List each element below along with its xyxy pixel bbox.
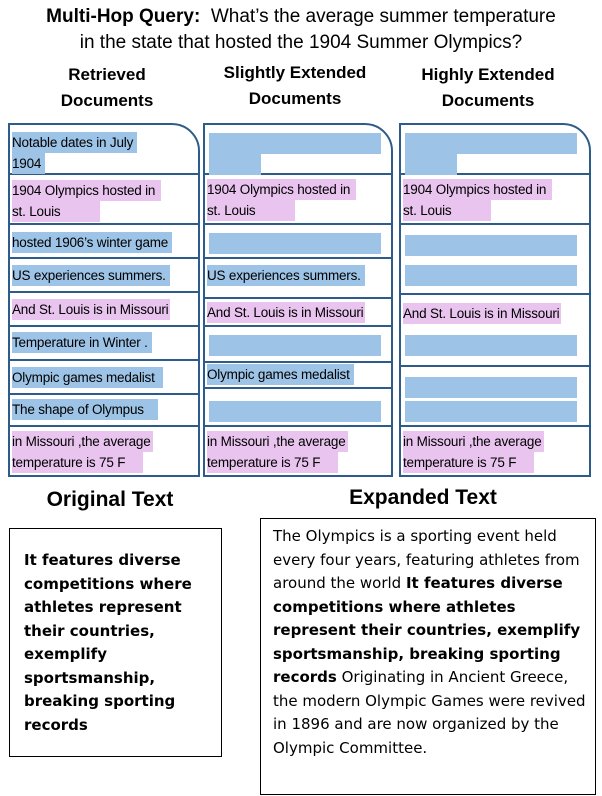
doc-line: st. Louis — [12, 201, 100, 222]
header-slightly-line1: Slightly Extended — [223, 63, 367, 82]
irrelevant-bar — [405, 133, 577, 154]
retrieved-doc-9 — [10, 427, 198, 477]
irrelevant-bar — [209, 401, 381, 422]
retrieved-doc-7 — [10, 361, 198, 395]
doc-line: 1904 Olympics hosted in — [403, 179, 552, 200]
retrieved-doc-6 — [10, 327, 198, 361]
doc-line: 1904 Olympics hosted in — [12, 180, 161, 201]
retrieved-doc-5 — [10, 293, 198, 327]
retrieved-doc-3 — [10, 225, 198, 259]
highly-doc-5 — [401, 367, 589, 427]
expanded-text-prefix: The Olympics is a sporting event held every four years, featuring athletes from around the world — [273, 527, 580, 592]
irrelevant-bar — [405, 377, 577, 398]
doc-line: Temperature in Winter . — [12, 332, 152, 353]
irrelevant-bar — [209, 133, 381, 154]
header-highly-extended — [388, 62, 588, 114]
query-text-line2: in the state that hosted the 1904 Summer Olympics? — [79, 32, 523, 53]
irrelevant-bar — [405, 335, 577, 356]
retrieved-documents-column — [8, 123, 200, 477]
doc-line: Notable dates in July — [12, 132, 137, 153]
retrieved-doc-8 — [10, 395, 198, 427]
expanded-text-box — [260, 518, 596, 795]
retrieved-doc-4 — [10, 259, 198, 293]
doc-line: temperature is 75 F — [403, 452, 534, 473]
expanded-text-suffix: Originating in Ancient Greece, the modern Olympic Games were revived in 1896 and are now organized by the Olympic Committee. — [273, 668, 586, 757]
highly-doc-3 — [401, 225, 589, 295]
slightly-doc-3 — [205, 225, 391, 259]
doc-line: 1904 — [12, 153, 45, 174]
doc-line: Olympic games medalist — [207, 364, 354, 385]
original-text-box — [9, 528, 222, 757]
doc-line: US experiences summers. — [12, 265, 170, 286]
doc-line: The shape of Olympus — [12, 399, 158, 420]
slightly-doc-2 — [205, 175, 391, 225]
expanded-text-title: Expanded Text — [349, 486, 497, 509]
query-label: Multi-Hop Query: — [46, 6, 201, 27]
slightly-doc-4 — [205, 259, 391, 299]
header-highly-line2: Documents — [441, 91, 535, 110]
doc-line: temperature is 75 F — [12, 452, 143, 473]
header-retrieved-line1: Retrieved — [68, 65, 146, 84]
irrelevant-bar — [405, 154, 457, 175]
doc-line: temperature is 75 F — [207, 452, 338, 473]
doc-line: in Missouri ,the average — [403, 431, 544, 452]
highly-doc-4 — [401, 295, 589, 367]
highly-doc-2 — [401, 175, 589, 225]
doc-line: US experiences summers. — [207, 265, 365, 286]
expanded-text-original-bold: It features diverse competitions where athletes represent their countries, exemplify sportsmanship, breaking sporting records — [273, 574, 581, 686]
slightly-extended-column — [203, 123, 393, 477]
doc-line: And St. Louis is in Missouri — [12, 299, 170, 320]
doc-line: in Missouri ,the average — [207, 431, 348, 452]
header-retrieved-documents — [12, 62, 202, 114]
doc-line: st. Louis — [403, 200, 491, 221]
original-text: It features diverse competitions where athletes represent their countries, exemplify sportsmanship, breaking sporting records — [24, 551, 192, 734]
header-retrieved-line2: Documents — [60, 91, 154, 110]
highly-extended-column — [399, 123, 591, 477]
slightly-doc-8 — [205, 389, 391, 427]
irrelevant-bar — [405, 401, 577, 422]
slightly-doc-6 — [205, 327, 391, 363]
irrelevant-bar — [405, 235, 577, 256]
irrelevant-bar — [209, 233, 381, 254]
retrieved-doc-2 — [10, 175, 198, 225]
doc-line: st. Louis — [207, 200, 295, 221]
multi-hop-query — [0, 4, 602, 56]
irrelevant-bar — [209, 335, 381, 356]
slightly-doc-5 — [205, 299, 391, 327]
doc-line: And St. Louis is in Missouri — [403, 303, 561, 324]
irrelevant-bar — [405, 265, 577, 286]
highly-doc-1 — [401, 125, 589, 175]
query-text-line1: What’s the average summer temperature — [210, 6, 556, 27]
expanded-text — [273, 525, 591, 760]
slightly-doc-9 — [205, 427, 391, 477]
doc-line: hosted 1906’s winter game — [12, 232, 172, 253]
doc-line: 1904 Olympics hosted in — [207, 179, 356, 200]
slightly-doc-7 — [205, 363, 391, 389]
irrelevant-bar — [209, 154, 261, 175]
doc-line: And St. Louis is in Missouri — [207, 302, 365, 323]
doc-line: in Missouri ,the average — [12, 431, 153, 452]
retrieved-doc-1 — [10, 125, 198, 175]
header-slightly-line2: Documents — [248, 89, 342, 108]
header-slightly-extended — [198, 60, 392, 112]
highly-doc-6 — [401, 427, 589, 477]
doc-line: Olympic games medalist — [12, 367, 163, 388]
slightly-doc-1 — [205, 125, 391, 175]
original-text-title: Original Text — [46, 488, 174, 511]
header-highly-line1: Highly Extended — [421, 65, 555, 84]
